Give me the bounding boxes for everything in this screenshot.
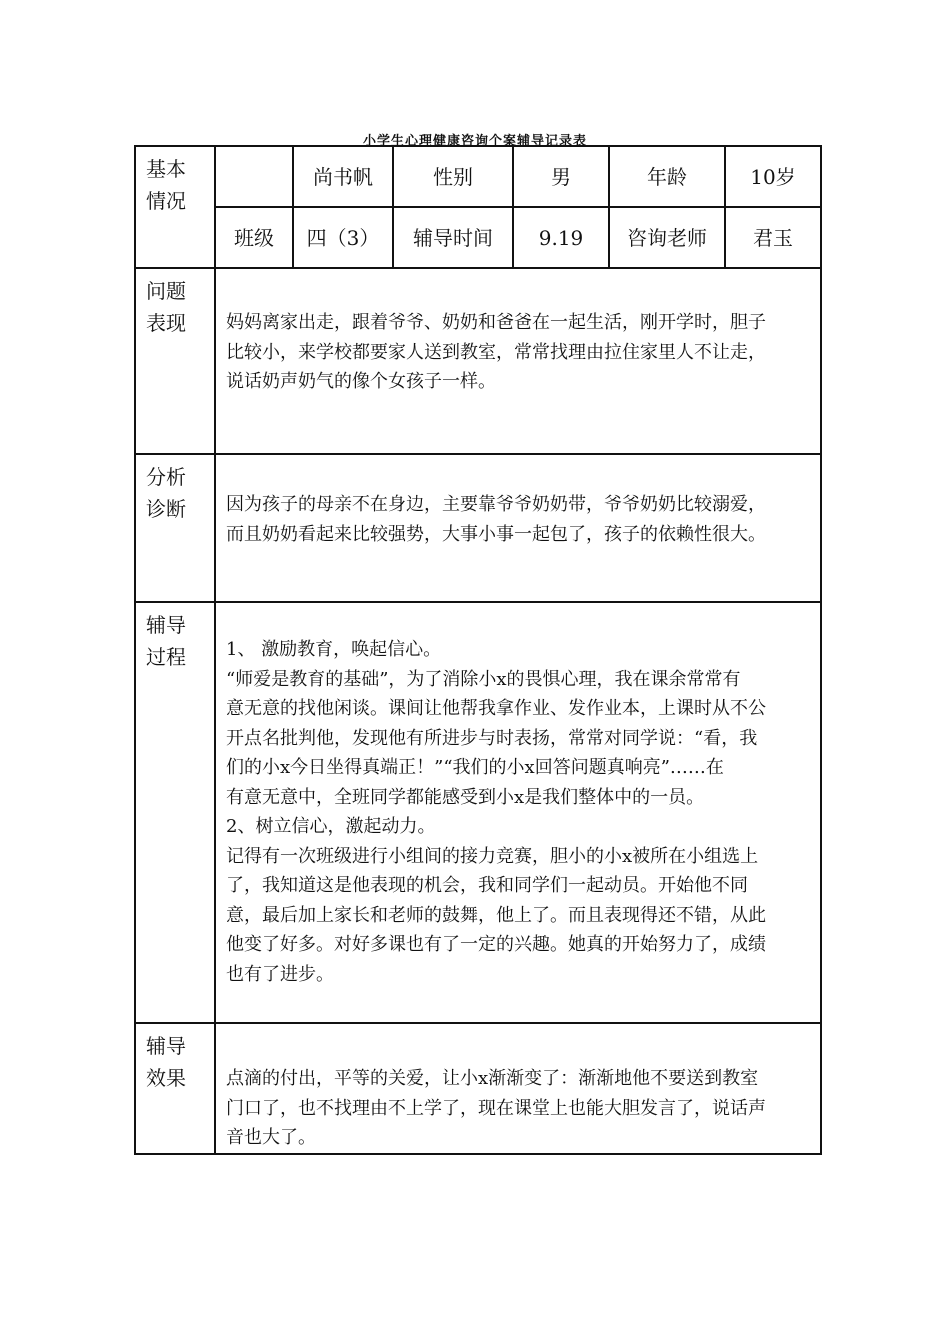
teacher-label: 咨询老师	[609, 207, 725, 268]
analysis-content	[215, 454, 821, 602]
process-label: 辅导 过程	[135, 602, 215, 1023]
process-line: 意，最后加上家长和老师的鼓舞，他上了。而且表现得还不错，从此	[226, 904, 766, 926]
class-value: 四（3）	[293, 207, 393, 268]
process-line: 们的小x今日坐得真端正！”“我们的小x回答问题真响亮”……在	[226, 757, 724, 778]
age-label: 年龄	[609, 146, 725, 207]
problem-line: 比较小，来学校都要家人送到教室，常常找理由拉住家里人不让走，	[226, 341, 766, 363]
process-line: “师爱是教育的基础”，为了消除小x的畏惧心理，我在课余常常有	[226, 668, 741, 690]
time-label: 辅导时间	[393, 207, 513, 268]
basic-info-label: 基本 情况	[135, 146, 215, 268]
process-line: 也有了进步。	[226, 963, 334, 985]
effect-line: 音也大了。	[226, 1127, 316, 1148]
time-value: 9.19	[513, 207, 609, 268]
analysis-label: 分析 诊断	[135, 454, 215, 602]
process-row	[135, 602, 821, 1023]
form-title: 小学生心理健康咨询个案辅导记录表	[362, 134, 587, 149]
problem-row	[135, 268, 821, 454]
empty-cell	[215, 146, 293, 207]
process-line: 他变了好多。对好多课也有了一定的兴趣。她真的开始努力了，成绩	[226, 934, 766, 955]
gender-label: 性别	[393, 146, 513, 207]
effect-label: 辅导 效果	[135, 1023, 215, 1154]
process-line: 记得有一次班级进行小组间的接力竞赛，胆小的小x被所在小组选上	[226, 845, 759, 867]
effect-line: 点滴的付出，平等的关爱，让小x渐渐变了：渐渐地他不要送到教室	[226, 1068, 759, 1089]
problem-content	[215, 268, 821, 454]
basic-info-row-2	[135, 207, 821, 268]
gender-value: 男	[513, 146, 609, 207]
analysis-line: 因为孩子的母亲不在身边，主要靠爷爷奶奶带，爷爷奶奶比较溺爱，	[226, 494, 766, 515]
student-name: 尚书帆	[293, 146, 393, 207]
basic-info-row-1	[135, 146, 821, 207]
analysis-row	[135, 454, 821, 602]
process-line: 开点名批判他，发现他有所进步与时表扬，常常对同学说：“看，我	[226, 727, 758, 749]
process-line: 了，我知道这是他表现的机会，我和同学们一起动员。开始他不同	[226, 875, 748, 896]
problem-label: 问题 表现	[135, 268, 215, 454]
class-label: 班级	[215, 207, 293, 268]
analysis-line: 而且奶奶看起来比较强势，大事小事一起包了，孩子的依赖性很大。	[226, 523, 766, 545]
process-line: 2、树立信心，激起动力。	[226, 816, 436, 837]
effect-line: 门口了，也不找理由不上学了，现在课堂上也能大胆发言了，说话声	[226, 1097, 766, 1119]
age-value: 10岁	[725, 146, 821, 207]
counseling-record-table	[134, 145, 822, 1155]
teacher-value: 君玉	[725, 207, 821, 268]
problem-line: 妈妈离家出走，跟着爷爷、奶奶和爸爸在一起生活，刚开学时，胆子	[226, 312, 766, 333]
effect-row	[135, 1023, 821, 1154]
problem-line: 说话奶声奶气的像个女孩子一样。	[226, 371, 496, 392]
process-line: 1、 激励教育，唤起信心。	[226, 639, 442, 660]
process-line: 有意无意中，全班同学都能感受到小x是我们整体中的一员。	[226, 786, 705, 808]
process-content	[215, 602, 821, 1023]
effect-content	[215, 1023, 821, 1154]
process-line: 意无意的找他闲谈。课间让他帮我拿作业、发作业本，上课时从不公	[226, 698, 766, 719]
